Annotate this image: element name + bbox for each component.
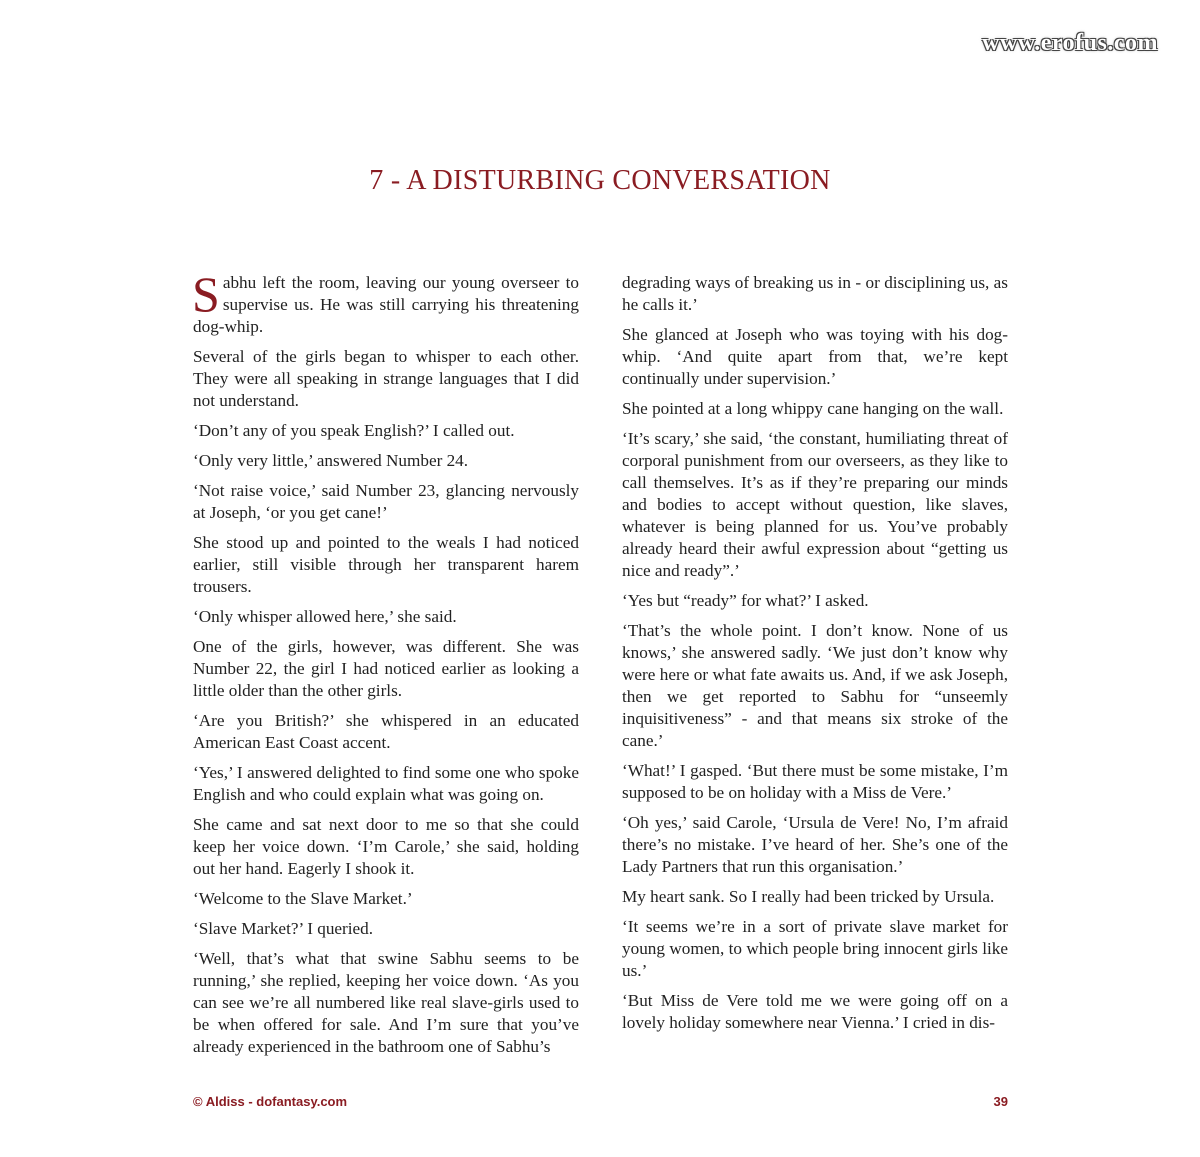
paragraph: She glanced at Joseph who was toying with his dog-whip. ‘And quite apart from that, we’re kept continually under supervision.’ [622, 325, 1008, 388]
paragraph: ‘Yes but “ready” for what?’ I asked. [622, 591, 869, 610]
left-column [192, 266, 579, 1066]
paragraph: Several of the girls began to whisper to each other. They were all speaking in strange languages that I did not understand. [193, 347, 579, 410]
paragraph: ‘Don’t any of you speak English?’ I called out. [193, 421, 515, 440]
paragraph: ‘Well, that’s what that swine Sabhu seems to be running,’ she replied, keeping her voice down. ‘As you can see we’re all numbered like real slave-girls used to be when offered for sale. And I’m sure that you’ve already experienced in the bathroom one of Sabhu’s [193, 949, 579, 1056]
watermark: www.erofus.com [982, 30, 1158, 56]
paragraph: ‘Welcome to the Slave Market.’ [193, 889, 413, 908]
paragraph: One of the girls, however, was different. She was Number 22, the girl I had noticed earlier as looking a little older than the other girls. [193, 637, 579, 700]
paragraph: She pointed at a long whippy cane hanging on the wall. [622, 399, 1004, 418]
paragraph: She stood up and pointed to the weals I had noticed earlier, still visible through her transparent harem trousers. [193, 533, 579, 596]
paragraph: ‘Are you British?’ she whispered in an educated American East Coast accent. [193, 711, 579, 752]
paragraph: ‘What!’ I gasped. ‘But there must be some mistake, I’m supposed to be on holiday with a Miss de Vere.’ [622, 761, 1008, 802]
chapter-title: 7 - A DISTURBING CONVERSATION [369, 165, 831, 196]
paragraph: ‘It seems we’re in a sort of private slave market for young women, to which people bring innocent girls like us.’ [622, 917, 1008, 980]
footer-credit: © Aldiss - dofantasy.com [193, 1094, 348, 1109]
left-paragraphs [193, 346, 579, 1058]
right-paragraphs [622, 272, 1008, 1034]
right-column [622, 272, 1008, 1042]
paragraph: ‘Only whisper allowed here,’ she said. [193, 607, 457, 626]
drop-cap: S [192, 266, 220, 322]
opening-paragraph-text: abhu left the room, leaving our young overseer to supervise us. He was still carrying his threatening dog-whip. [193, 273, 579, 336]
paragraph: ‘Oh yes,’ said Carole, ‘Ursula de Vere! No, I’m afraid there’s no mistake. I’ve heard of her. She’s one of the Lady Partners that run this organisation.’ [622, 813, 1008, 876]
paragraph: ‘That’s the whole point. I don’t know. None of us knows,’ she answered sadly. ‘We just don’t know why were here or what fate awaits us. And, if we ask Joseph, then we get reported to Sabhu for “unseemly inquisitiveness” - and that means six stroke of the cane.’ [622, 621, 1008, 750]
paragraph: My heart sank. So I really had been tricked by Ursula. [622, 887, 995, 906]
paragraph: ‘Only very little,’ answered Number 24. [193, 451, 469, 470]
page-number: 39 [993, 1094, 1008, 1109]
opening-paragraph [192, 266, 579, 338]
paragraph: ‘Not raise voice,’ said Number 23, glancing nervously at Joseph, ‘or you get cane!’ [193, 481, 579, 522]
paragraph: ‘Slave Market?’ I queried. [193, 919, 374, 938]
paragraph: ‘Yes,’ I answered delighted to find some one who spoke English and who could explain what was going on. [193, 763, 579, 804]
paragraph: She came and sat next door to me so that she could keep her voice down. ‘I’m Carole,’ she said, holding out her hand. Eagerly I shook it. [193, 815, 579, 878]
paragraph: ‘It’s scary,’ she said, ‘the constant, humiliating threat of corporal punishment from our overseers, as they like to call themselves. It’s as if they’re preparing our minds and bodies to accept without question, like slaves, whatever is being planned for us. You’ve probably already heard their awful expression about “getting us nice and ready”.’ [622, 429, 1008, 580]
paragraph: ‘But Miss de Vere told me we were going off on a lovely holiday somewhere near Vienna.’ I cried in dis- [622, 991, 1008, 1032]
paragraph: degrading ways of breaking us in - or disciplining us, as he calls it.’ [622, 273, 1008, 314]
